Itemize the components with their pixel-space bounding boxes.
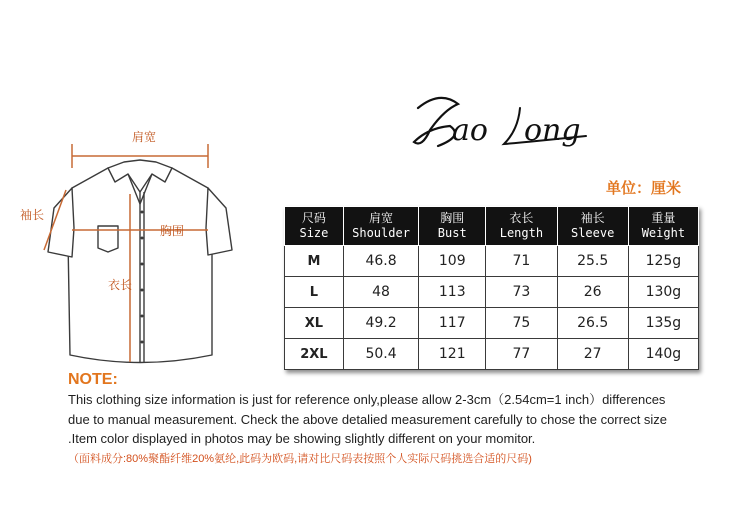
cell-shoulder: 49.2 bbox=[343, 308, 418, 339]
table-row bbox=[285, 246, 699, 277]
label-length: 衣长 bbox=[108, 278, 133, 292]
cell-bust: 113 bbox=[419, 277, 486, 308]
cell-sleeve: 26.5 bbox=[557, 308, 628, 339]
note-line: .Item color displayed in photos may be showing slightly different on your momitor. bbox=[68, 431, 536, 446]
cell-sleeve: 25.5 bbox=[557, 246, 628, 277]
shirt-illustration bbox=[20, 130, 240, 380]
cell-weight: 135g bbox=[628, 308, 698, 339]
note-title: NOTE: bbox=[68, 371, 118, 388]
cell-length: 75 bbox=[486, 308, 557, 339]
header-sleeve: 袖长 Sleeve bbox=[557, 207, 628, 246]
cell-sleeve: 27 bbox=[557, 339, 628, 370]
cell-shoulder: 50.4 bbox=[343, 339, 418, 370]
cell-shoulder: 48 bbox=[343, 277, 418, 308]
cell-length: 73 bbox=[486, 277, 557, 308]
table-row bbox=[285, 339, 699, 370]
table-row bbox=[285, 277, 699, 308]
cell-shoulder: 46.8 bbox=[343, 246, 418, 277]
note-line: This clothing size information is just for reference only,please allow 2-3cm（2.54cm=1 inch）differences bbox=[68, 392, 666, 407]
brand-logo-svg bbox=[400, 90, 600, 160]
brand-logo bbox=[400, 90, 600, 160]
cell-sleeve: 26 bbox=[557, 277, 628, 308]
svg-text:ong: ong bbox=[524, 113, 581, 148]
note-line: due to manual measurement. Check the above detalied measurement carefully to chose the correct size bbox=[68, 411, 668, 427]
header-size: 尺码 Size bbox=[285, 207, 344, 246]
header-shoulder: 肩宽 Shoulder bbox=[343, 207, 418, 246]
note-line-chinese: （面料成分:80%聚酯纤维20%氨纶,此码为欧码,请对比尺码表按照个人实际尺码挑选合适的尺码) bbox=[68, 452, 532, 465]
label-bust: 胸围 bbox=[160, 224, 185, 238]
header-weight: 重量 Weight bbox=[628, 207, 698, 246]
table-header-row bbox=[285, 207, 699, 246]
cell-weight: 140g bbox=[628, 339, 698, 370]
label-shoulder: 肩宽 bbox=[132, 130, 157, 144]
cell-size: L bbox=[285, 277, 344, 308]
svg-text:ao: ao bbox=[452, 113, 488, 148]
cell-length: 71 bbox=[486, 246, 557, 277]
header-length: 衣长 Length bbox=[486, 207, 557, 246]
cell-bust: 117 bbox=[419, 308, 486, 339]
cell-size: M bbox=[285, 246, 344, 277]
cell-size: 2XL bbox=[285, 339, 344, 370]
size-chart-table bbox=[284, 206, 699, 370]
cell-size: XL bbox=[285, 308, 344, 339]
table-row bbox=[285, 308, 699, 339]
cell-length: 77 bbox=[486, 339, 557, 370]
cell-bust: 121 bbox=[419, 339, 486, 370]
cell-weight: 125g bbox=[628, 246, 698, 277]
unit-label: 单位：厘米 bbox=[606, 179, 682, 197]
note-text bbox=[68, 390, 708, 469]
header-bust: 胸围 Bust bbox=[419, 207, 486, 246]
label-sleeve: 袖长 bbox=[20, 208, 45, 222]
cell-weight: 130g bbox=[628, 277, 698, 308]
cell-bust: 109 bbox=[419, 246, 486, 277]
shirt-measurement-diagram bbox=[20, 130, 240, 380]
